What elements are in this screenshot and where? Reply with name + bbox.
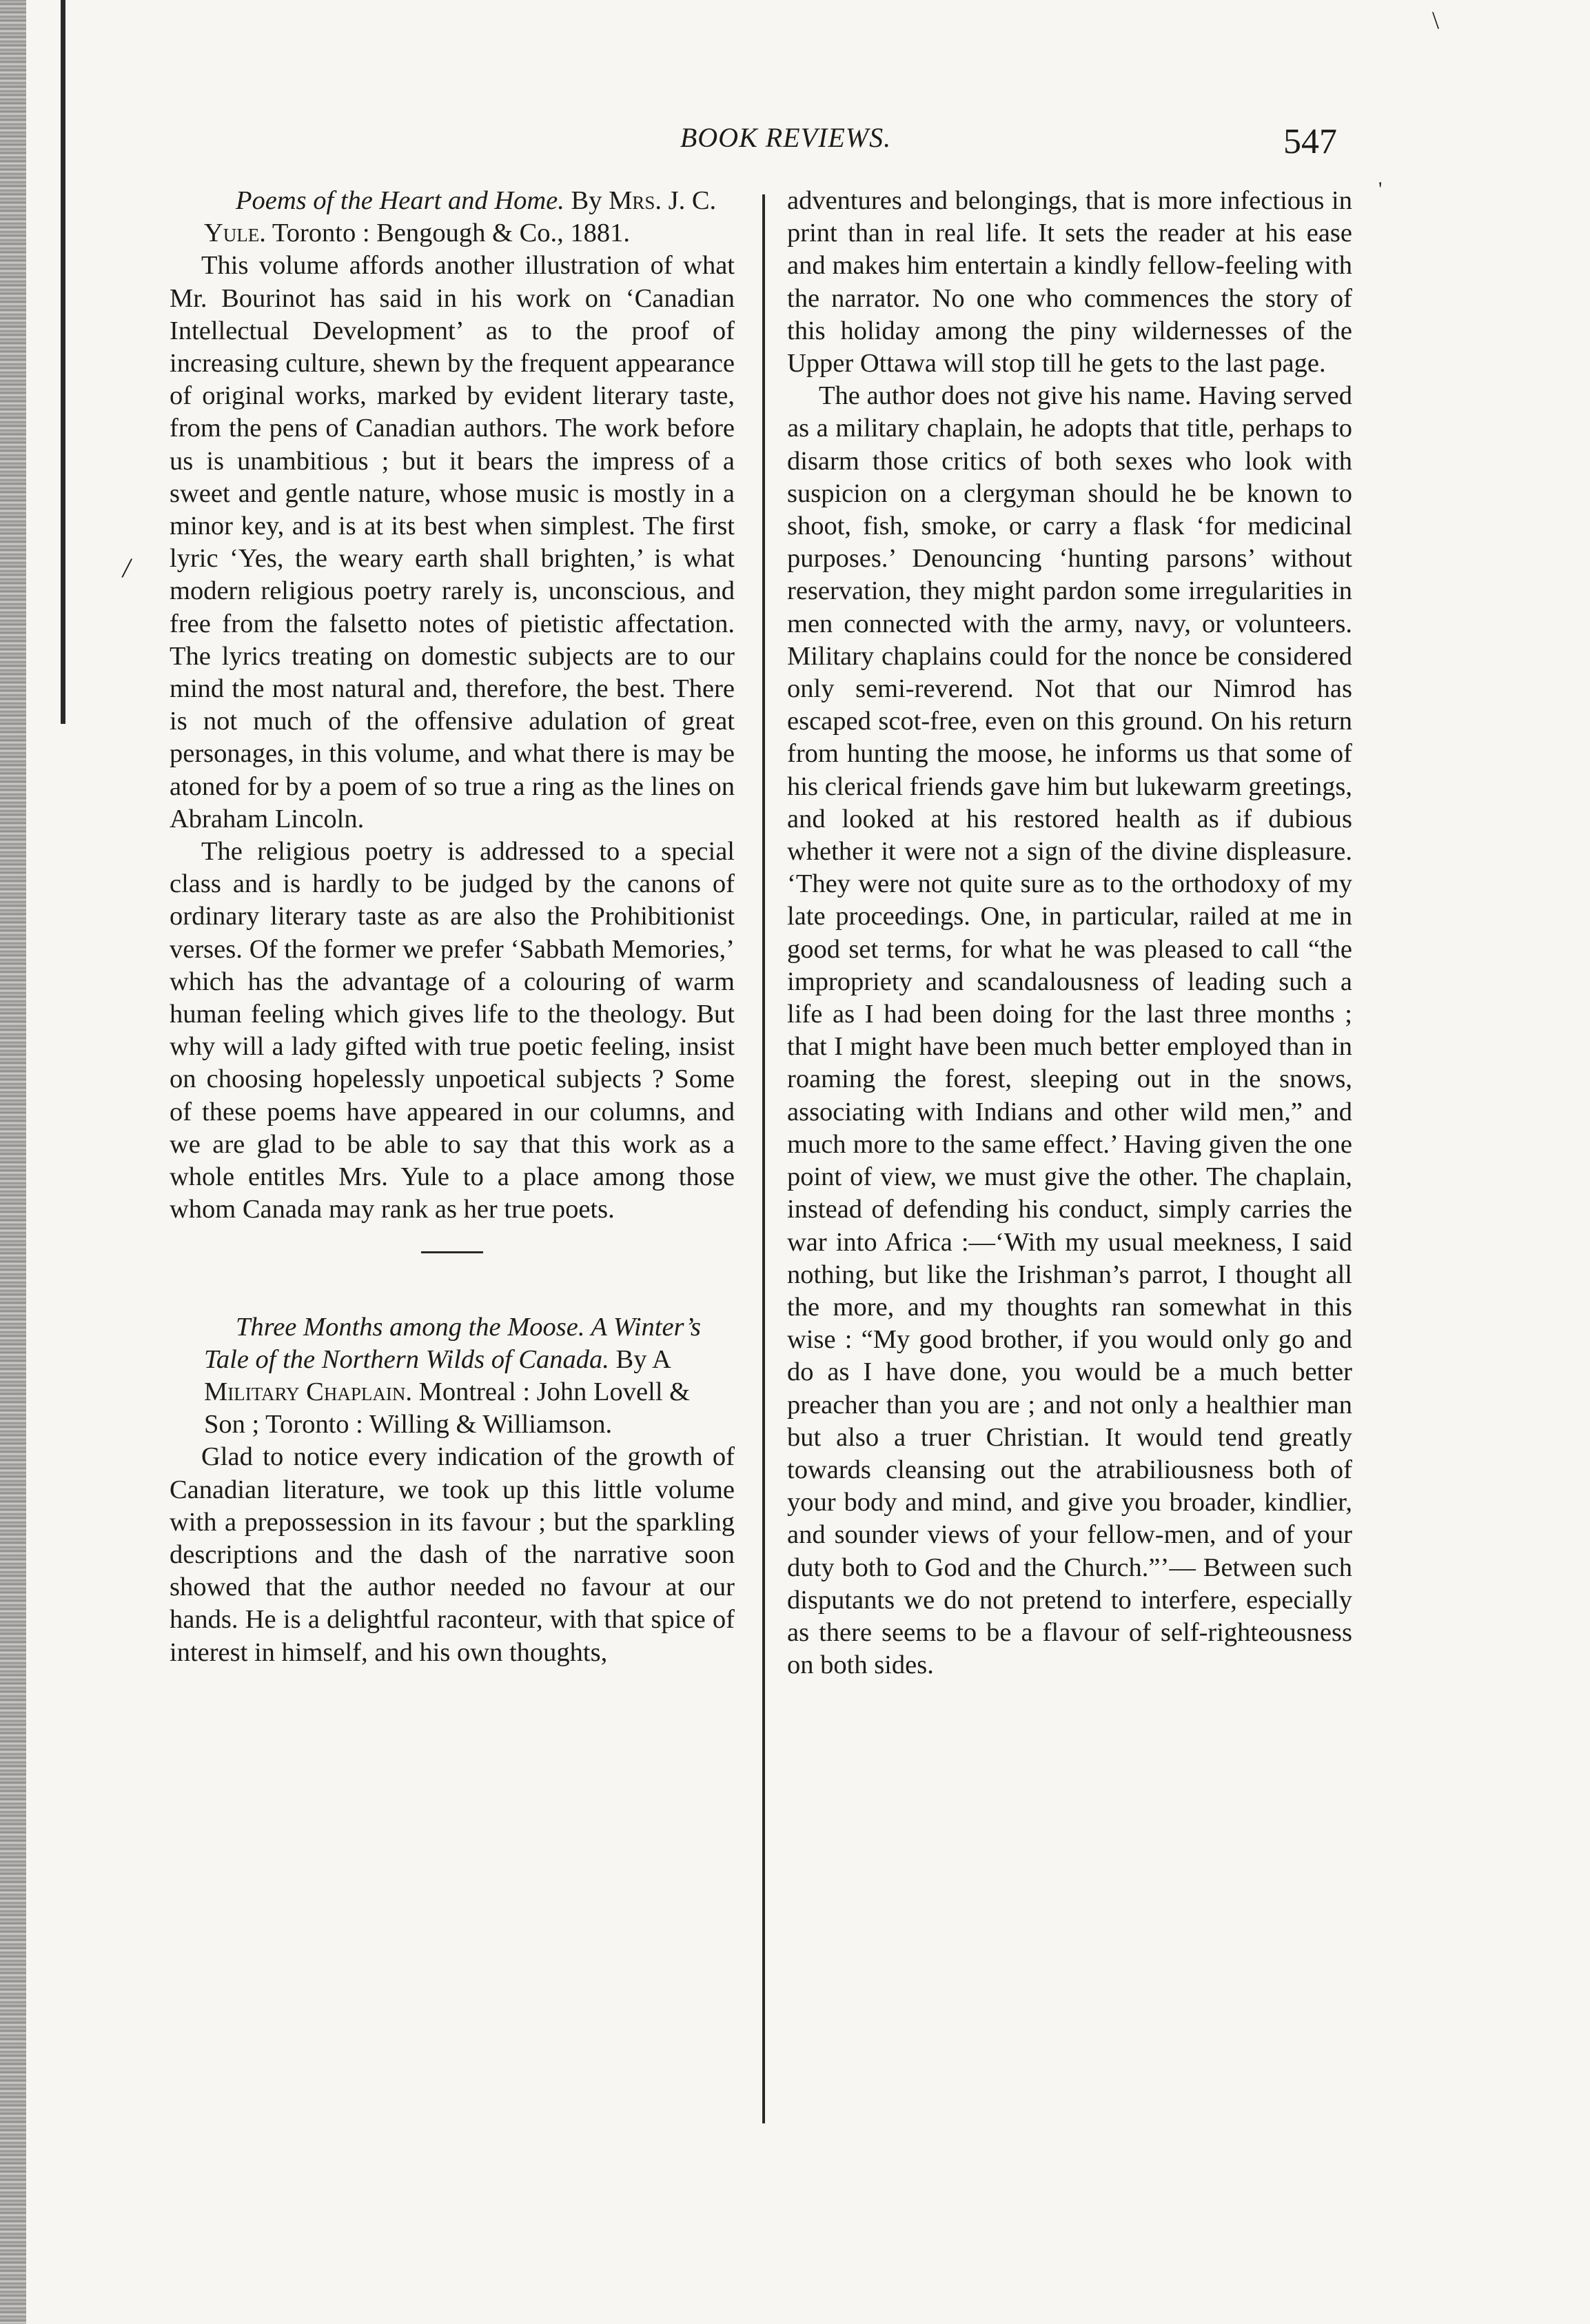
book-by: By A [615,1344,670,1374]
right-column [787,185,1352,1681]
margin-annotation: / [123,552,131,583]
review-heading-moose [170,1311,735,1442]
review-paragraph: adventures and belongings, that is more infectious in print than in real life. It sets the reader at his ease and makes him entertain a kindly fellow-feeling with the narrator. No one who commences the story of this holiday among the piny wildernesses of the Upper Ottawa will stop till he gets to the last page. [787,186,1352,378]
review-heading-poems [170,185,735,250]
review-paragraph: Glad to notice every indication of the growth of Canadian literature, we took up this little volume with a prepossession in its favour ; but the sparkling descriptions and the dash of the narrative soon showed that the author needed no favour at our hands. He is a delightful raconteur, with that spice of interest in himself, and his own thoughts, [170,1442,735,1667]
page-binding-edge [0,0,26,2324]
book-imprint: Montreal : John Lovell & Son ; Toronto : Willing & Williamson. [204,1377,691,1439]
book-author: Military Chaplain. [204,1377,412,1406]
book-title: Three Months among the Moose. A Winter’s Tale of the Northern Wilds of Canada. [204,1312,701,1374]
column-divider [762,194,765,2123]
running-head: BOOK REVIEWS. [680,122,892,153]
book-title: Poems of the Heart and Home. [236,186,564,215]
book-imprint: Toronto : Bengough & Co., 1881. [272,219,631,248]
margin-tick-mark: \ [1432,6,1440,34]
margin-tick-mark-right: ' [1378,178,1383,201]
review-paragraph: The religious poetry is addressed to a special class and is hardly to be judged by the canons of ordinary literary taste as are also the Prohibitionist verses. Of the former we prefer ‘Sabbath Memories,’ which has the advantage of a colouring of warm human feeling which gives life to the theology. But why will a lady gifted with true poetic feeling, insist on choosing hopelessly unpoetical subjects ? Some of these poems have appeared in our columns, and we are glad to be able to say that this work as a whole entitles Mrs. Yule to a place among those whom Canada may rank as her true poets. [170,837,735,1224]
left-column [170,185,735,1669]
page-number: 547 [1283,122,1337,161]
review-paragraph: This volume affords another illustration of what Mr. Bourinot has said in his work on ‘Canadian Intellectual Development’ as to the proof of increasing culture, shewn by the frequent appearance of original works, marked by evident literary taste, from the pens of Canadian authors. The work before us is unambitious ; but it bears the impress of a sweet and gentle nature, whose music is mostly in a minor key, and is at its best when simplest. The first lyric ‘Yes, the weary earth shall brighten,’ is what modern religious poetry rarely is, unconscious, and free from the falsetto notes of pietistic affectation. The lyrics treating on domestic subjects are to our mind the most natural and, therefore, the best. There is not much of the offensive adulation of great personages, in this volume, and what there is may be atoned for by a poem of so true a ring as the lines on Abraham Lincoln. [170,251,735,833]
binding-rule [61,0,65,724]
section-divider [421,1251,483,1253]
book-by: By [571,186,602,215]
book-author: Mrs. J. C. Yule. [204,186,717,248]
review-paragraph: The author does not give his name. Having served as a military chaplain, he adopts that title, perhaps to disarm those critics of both sexes who look with suspicion on a clergyman should he be known to shoot, fish, smoke, or carry a flask ‘for medicinal purposes.’ Denouncing ‘hunting parsons’ without reservation, they might pardon some irregularities in men connected with the army, navy, or volunteers. Military chaplains could for the nonce be considered only semi-reverend. Not that our Nimrod has escaped scot-free, even on this ground. On his return from hunting the moose, he informs us that some of his clerical friends gave him but lukewarm greetings, and looked at his restored health as if dubious whether it were not a sign of the divine displeasure. ‘They were not quite sure as to the orthodoxy of my late proceedings. One, in particular, railed at me in good set terms, for what he was pleased to call “the impropriety and scandalousness of leading such a life as I had been doing for the last three months ; that I might have been much better employed than in roaming the forest, sleeping out in the snows, associating with Indians and other wild men,” and much more to the same effect.’ Having given the one point of view, we must give the other. The chaplain, instead of defending his conduct, simply carries the war into Africa :—‘With my usual meekness, I said nothing, but like the Irishman’s parrot, I thought all the more, and my thoughts ran somewhat in this wise : “My good brother, if you would only go and do as I have done, you would be a much better preacher than you are ; and not only a healthier man but also a truer Christian. It would tend greatly towards cleansing out the atrabiliousness both of your body and mind, and give you broader, kindlier, and sounder views of your fellow-men, and of your duty both to God and the Church.”’— Between such disputants we do not pretend to interfere, especially as there seems to be a flavour of self-righteousness on both sides. [787,381,1352,1680]
